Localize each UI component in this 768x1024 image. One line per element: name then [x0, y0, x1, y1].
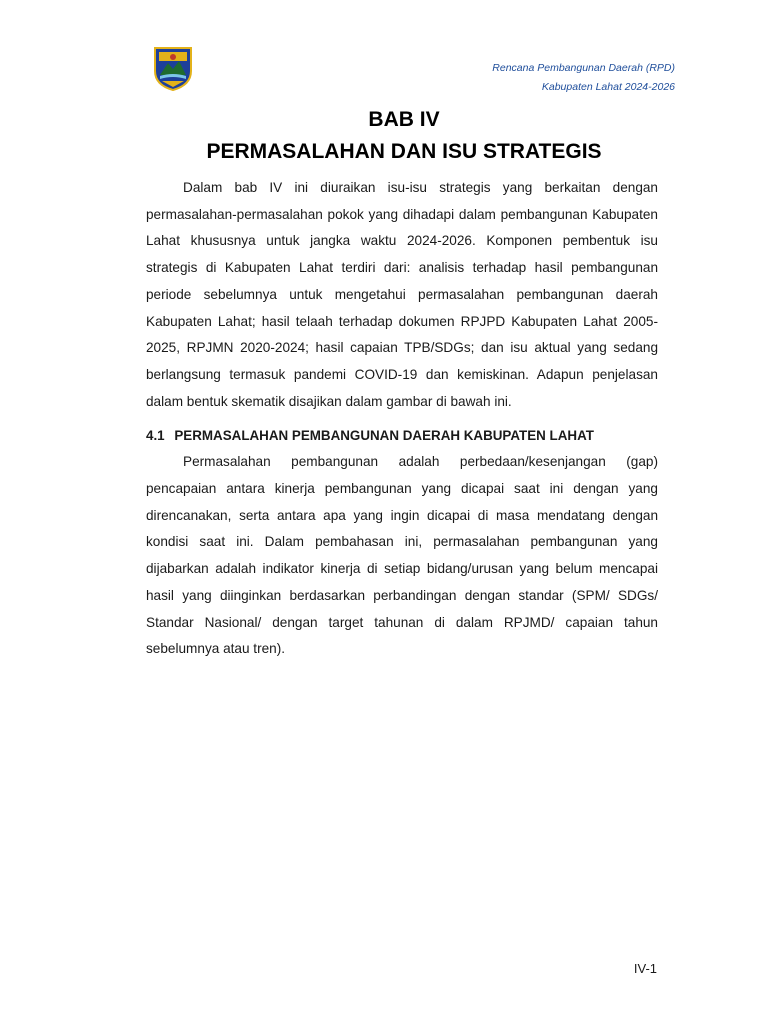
document-header: [492, 59, 675, 97]
intro-paragraph: Dalam bab IV ini diuraikan isu-isu strategis yang berkaitan dengan permasalahan-permasalahan pokok yang dihadapi dalam pembangunan Kabupaten Lahat khususnya untuk jangka waktu 2024-2026. Komponen pembentuk isu strategis di Kabupaten Lahat terdiri dari: analisis terhadap hasil pembangunan periode sebelumnya untuk mengetahui permasalahan pembangunan daerah Kabupaten Lahat; hasil telaah terhadap dokumen RPJPD Kabupaten Lahat 2005- 2025, RPJMN 2020-2024; hasil capaian TPB/SDGs; dan isu aktual yang sedang berlangsung termasuk pandemi COVID-19 dan kemiskinan. Adapun penjelasan dalam bentuk skematik disajikan dalam gambar di bawah ini.: [146, 180, 658, 409]
body-content: [146, 175, 658, 663]
chapter-number: BAB IV: [368, 108, 440, 131]
chapter-heading: [0, 104, 768, 168]
header-plan-title: Rencana Pembangunan Daerah (RPD): [492, 62, 675, 74]
section-number: 4.1: [146, 428, 165, 444]
section-heading: [146, 423, 658, 449]
chapter-title: PERMASALAHAN DAN ISU STRATEGIS: [206, 140, 602, 163]
page-number: IV-1: [633, 961, 657, 976]
header-region-period: Kabupaten Lahat 2024-2026: [541, 81, 675, 93]
section-paragraph: Permasalahan pembangunan adalah perbedaan/kesenjangan (gap) pencapaian antara kinerja pembangunan yang dicapai saat ini dengan yang direncanakan, serta antara apa yang ingin dicapai di masa mendatang dengan kondisi saat ini. Dalam pembahasan ini, permasalahan pembangunan yang dijabarkan adalah indikator kinerja di setiap bidang/urusan yang belum mencapai hasil yang diinginkan berdasarkan perbandingan dengan standar (SPM/ SDGs/ Standar Nasional/ dengan target tahunan di dalam RPJMD/ capaian tahun sebelumnya atau tren).: [146, 454, 658, 657]
kabupaten-lahat-emblem-icon: [152, 45, 194, 91]
section-title: PERMASALAHAN PEMBANGUNAN DAERAH KABUPATEN LAHAT: [174, 428, 594, 444]
